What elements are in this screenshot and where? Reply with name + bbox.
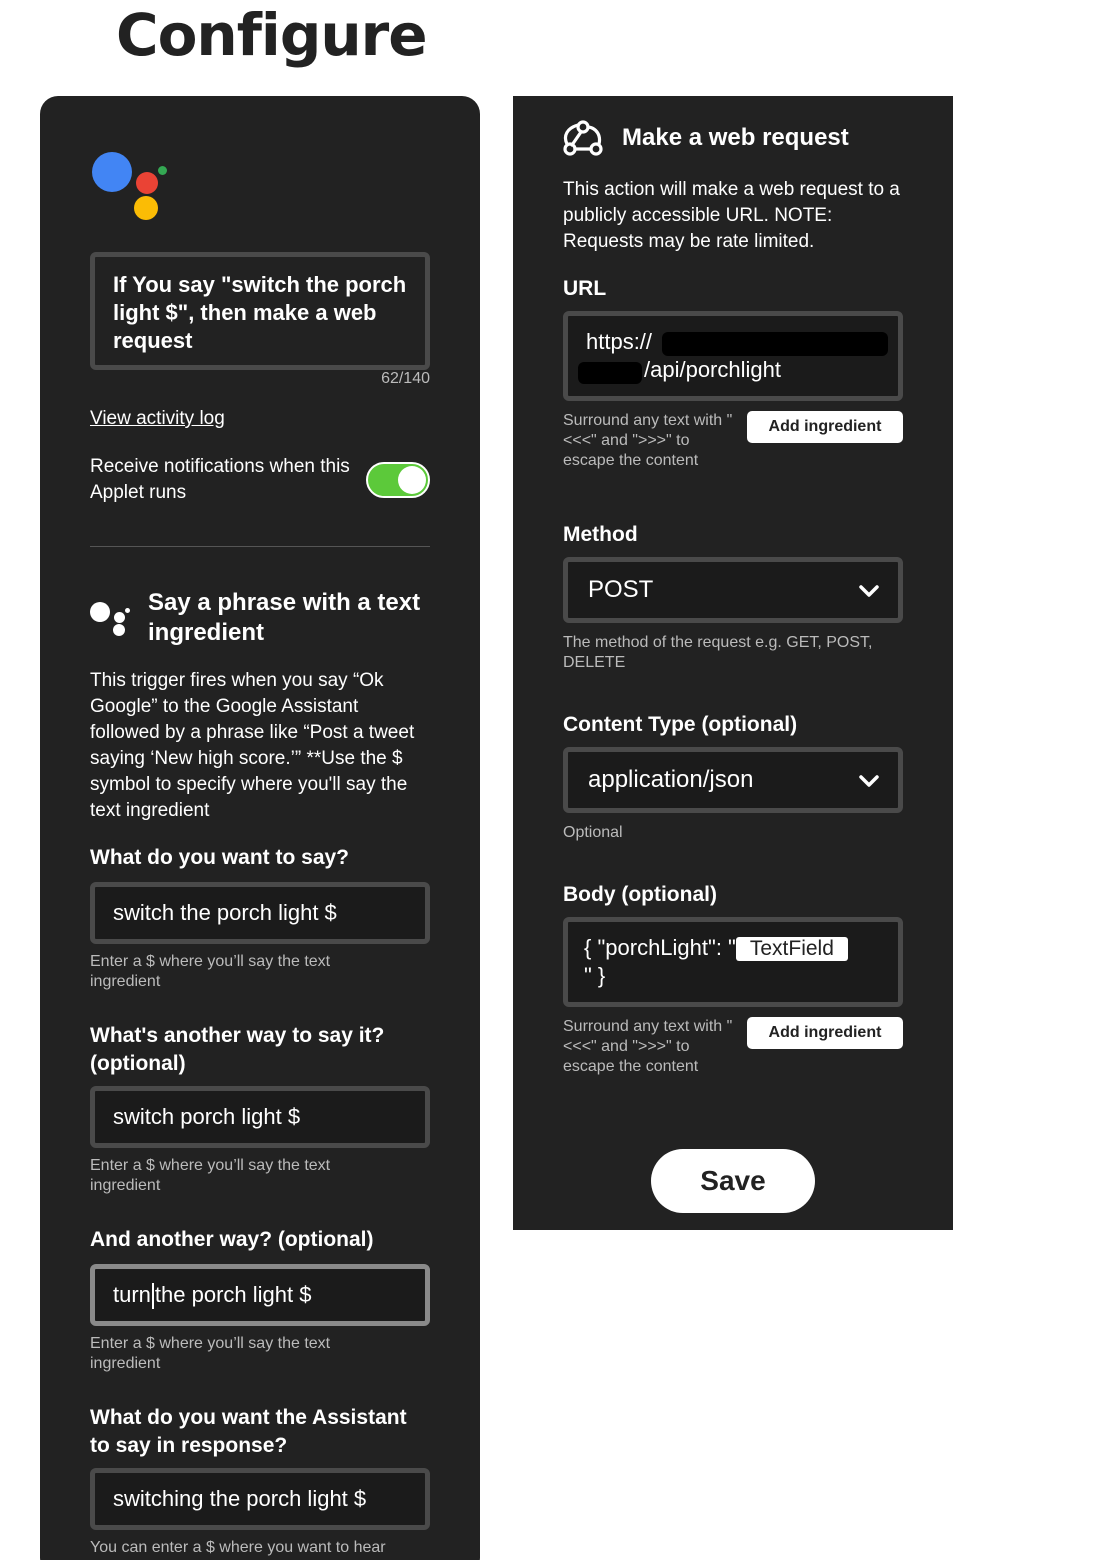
notifications-label: Receive notifications when this Applet runs (90, 456, 350, 503)
another-phrase-label: And another way? (optional) (90, 1228, 374, 1251)
another-phrase-text-after: the porch light $ (154, 1282, 312, 1307)
another-phrase-text-before: turn (113, 1282, 151, 1307)
say-phrase-input[interactable]: switch the porch light $ (90, 882, 430, 944)
method-help: The method of the request e.g. GET, POST, DELETE (563, 634, 873, 671)
url-line-2: /api/porchlight (644, 357, 781, 382)
another-phrase-input[interactable] (90, 1264, 430, 1326)
body-label: Body (optional) (563, 883, 717, 906)
method-label: Method (563, 523, 638, 546)
toggle-knob (398, 466, 426, 494)
content-type-label: Content Type (optional) (563, 713, 798, 736)
url-help: Surround any text with "<<<" and ">>>" to escape the content (563, 412, 733, 469)
redaction-mark (578, 362, 642, 384)
trigger-description: This trigger fires when you say “Ok Google” to the Google Assistant followed by a phrase like “Post a tweet saying ‘New high score.’” **Use the $ symbol to specify where you'll say the text ingredient (90, 670, 415, 821)
response-label: What do you want the Assistant to say in response? (90, 1406, 407, 1457)
method-selected-value: POST (588, 576, 654, 603)
action-title: Make a web request (622, 124, 849, 151)
response-help: You can enter a $ where you want to hear (90, 1539, 386, 1556)
content-type-selected-value: application/json (588, 766, 754, 793)
body-add-ingredient-button[interactable]: Add ingredient (747, 1017, 903, 1049)
notifications-toggle[interactable] (366, 462, 430, 498)
body-ingredient-pill[interactable]: TextField (736, 937, 848, 961)
webhook-icon (561, 118, 605, 158)
applet-title-text: If You say "switch the porch light $", then make a web request (113, 272, 407, 353)
action-description: This action will make a web request to a publicly accessible URL. NOTE: Requests may be rate limited. (563, 179, 900, 252)
response-input[interactable]: switching the porch light $ (90, 1468, 430, 1530)
chevron-down-icon (858, 580, 880, 602)
action-panel (513, 96, 953, 1230)
body-prefix: { "porchLight": " (584, 935, 736, 960)
view-activity-log-link[interactable]: View activity log (90, 408, 225, 429)
chevron-down-icon (858, 770, 880, 792)
body-help: Surround any text with "<<<" and ">>>" to escape the content (563, 1018, 733, 1075)
url-line-1: https:// (586, 329, 653, 354)
url-add-ingredient-button[interactable]: Add ingredient (747, 411, 903, 443)
alt-phrase-help: Enter a $ where you’ll say the text ingredient (90, 1157, 331, 1194)
text-caret (152, 1283, 154, 1309)
google-assistant-logo-icon (92, 152, 172, 222)
applet-title-field[interactable] (90, 252, 430, 370)
save-button[interactable]: Save (651, 1149, 815, 1213)
divider (90, 546, 430, 547)
assistant-mono-icon (90, 596, 132, 638)
content-type-select[interactable] (563, 747, 903, 813)
character-counter: 62/140 (381, 370, 430, 387)
body-suffix: " } (584, 963, 606, 988)
body-input[interactable] (563, 917, 903, 1007)
say-phrase-label: What do you want to say? (90, 846, 350, 869)
page-title: Configure (116, 1, 427, 69)
say-phrase-help: Enter a $ where you’ll say the text ingredient (90, 953, 331, 990)
content-type-help: Optional (563, 824, 623, 841)
redaction-mark (662, 332, 888, 356)
trigger-panel (40, 96, 480, 1560)
trigger-title: Say a phrase with a text ingredient (148, 589, 421, 646)
url-input[interactable] (563, 311, 903, 401)
url-label: URL (563, 277, 607, 300)
alt-phrase-input[interactable]: switch porch light $ (90, 1086, 430, 1148)
method-select[interactable] (563, 557, 903, 623)
another-phrase-help: Enter a $ where you’ll say the text ingredient (90, 1335, 331, 1372)
alt-phrase-label: What's another way to say it? (optional) (90, 1024, 385, 1075)
